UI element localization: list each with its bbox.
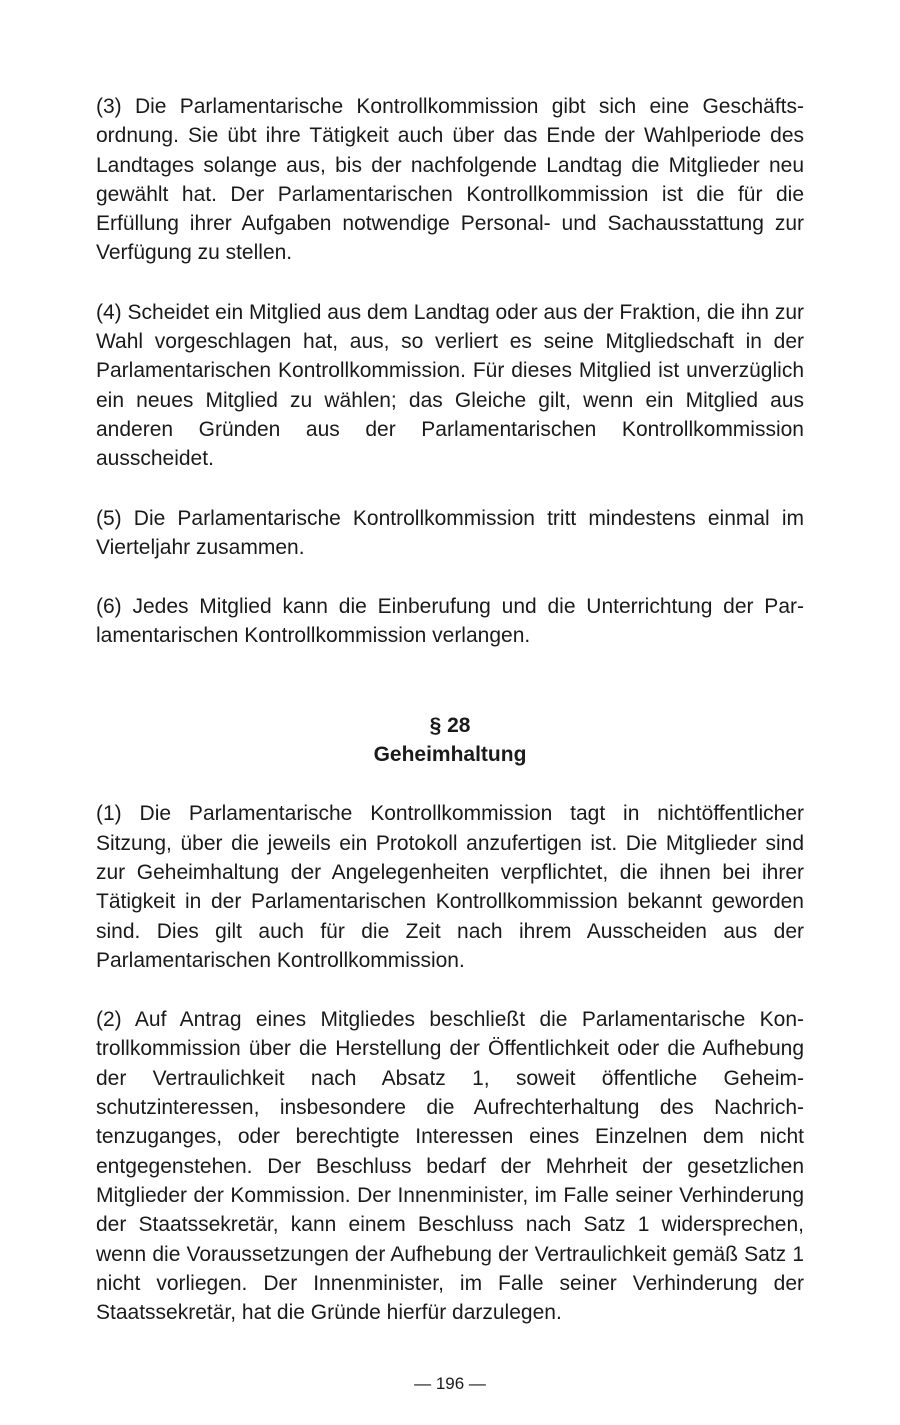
- paragraph-28-2: (2) Auf Antrag eines Mitgliedes beschließt die Parlamentarische Kontrollkommission über die Herstellung der Öffentlichkeit oder die Aufhebung der Vertraulichkeit nach Absatz 1, soweit öffentliche Geheimschutzinteressen, insbesondere die Aufrechterhaltung des Nachrichtenzuganges, oder berechtigte Interessen eines Einzelnen dem nicht entgegenstehen. Der Beschluss bedarf der Mehrheit der gesetzlichen Mitglieder der Kommission. Der Innenminister, im Falle seiner Verhinderung der Staatssekretär, kann einem Beschluss nach Satz 1 widersprechen, wenn die Voraussetzungen der Aufhebung der Vertraulichkeit gemäß Satz 1 nicht vorliegen. Der Innenminister, im Falle seiner Verhinderung der Staatssekretär, hat die Gründe hierfür darzulegen.: [96, 1008, 804, 1325]
- document-page: [96, 92, 804, 1327]
- section-number: § 28: [429, 713, 471, 737]
- page-number: — 196 —: [414, 1374, 486, 1393]
- section-heading: [96, 711, 804, 770]
- paragraph-28-1: (1) Die Parlamentarische Kontrollkommission tagt in nichtöffentlicher Sitzung, über die jeweils ein Protokoll anzufertigen ist. Die Mitglieder sind zur Geheimhaltung der Angelegenheiten verpflichtet, die ihnen bei ihrer Tätigkeit in der Parlamentarischen Kontrollkommission bekannt geworden sind. Dies gilt auch für die Zeit nach ihrem Ausscheiden aus der Parlamentarischen Kontrollkommission.: [96, 802, 804, 972]
- paragraph-27-5: (5) Die Parlamentarische Kontrollkommission tritt mindestens einmal im Vierteljahr zusammen.: [96, 506, 804, 559]
- paragraph-27-3: (3) Die Parlamentarische Kontrollkommission gibt sich eine Geschäftsordnung. Sie übt ihre Tätigkeit auch über das Ende der Wahlperiode des Landtages solange aus, bis der nachfolgende Landtag die Mitglieder neu gewählt hat. Der Parlamentarischen Kontrollkommission ist die für die Erfüllung ihrer Aufgaben notwendige Personal- und Sachausstattung zur Verfügung zu stellen.: [96, 95, 804, 265]
- section-title: Geheimhaltung: [373, 743, 527, 767]
- paragraph-27-4: (4) Scheidet ein Mitglied aus dem Landtag oder aus der Fraktion, die ihn zur Wahl vorgeschlagen hat, aus, so verliert es seine Mitgliedschaft in der Parlamentarischen Kontrollkommission. Für dieses Mitglied ist unverzüglich ein neues Mitglied zu wählen; das Gleiche gilt, wenn ein Mitglied aus anderen Gründen aus der Parlamentarischen Kontrollkommission ausscheidet.: [96, 300, 804, 471]
- paragraph-27-6: (6) Jedes Mitglied kann die Einberufung und die Unterrichtung der Parlamentarischen Kontrollkommission verlangen.: [96, 595, 804, 648]
